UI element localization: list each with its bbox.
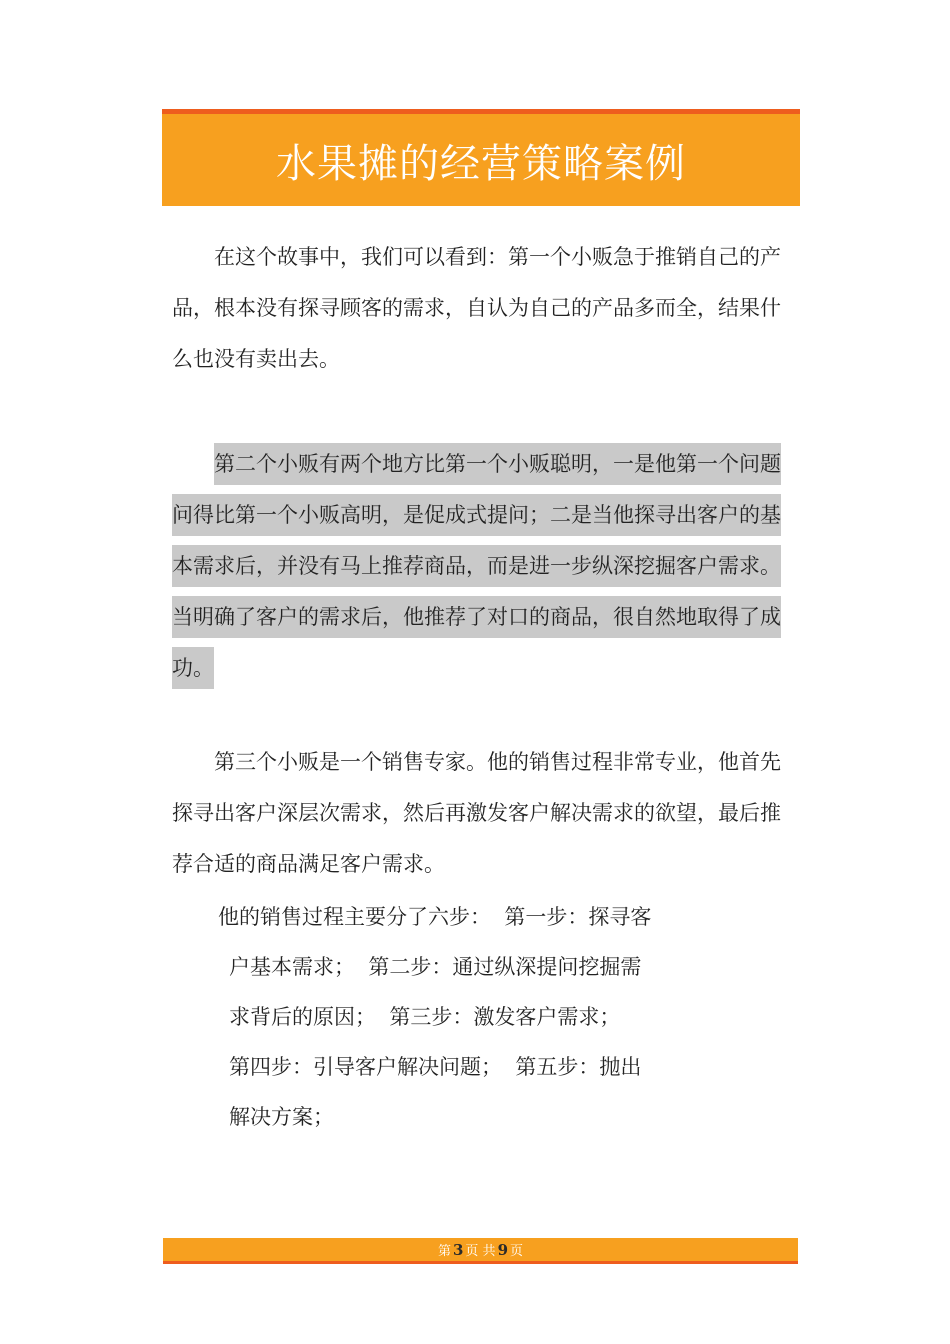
- paragraph-3: 第三个小贩是一个销售专家。他的销售过程非常专业，他首先探寻出客户深层次需求，然后再激发客户解决需求的欲望，最后推荐合适的商品满足客户需求。: [172, 750, 781, 876]
- steps-line: 解决方案；: [229, 1105, 334, 1129]
- total-pages-number: 9: [497, 1240, 508, 1259]
- title-banner: [162, 109, 800, 206]
- steps-line: 求背后的原因； 第三步：激发客户需求；: [229, 1005, 621, 1029]
- steps-line: 户基本需求； 第二步：通过纵深提问挖掘需: [229, 955, 642, 979]
- highlighted-text: 第二个小贩有两个地方比第一个小贩聪明，一是他第一个问题问得比第一个小贩高明，是促成式提问；二是当他探寻出客户的基本需求后，并没有马上推荐商品，而是进一步纵深挖掘客户需求。当明确了客户的需求后，他推荐了对口的商品，很自然地取得了成功。: [172, 443, 781, 689]
- document-title: 水果摊的经营策略案例: [276, 140, 686, 187]
- footer-prefix: 第: [437, 1244, 451, 1259]
- paragraph-2-highlighted: [172, 439, 792, 694]
- steps-line: 第四步：引导客户解决问题； 第五步：抛出: [229, 1055, 642, 1079]
- paragraph-1: 在这个故事中，我们可以看到：第一个小贩急于推销自己的产品，根本没有探寻顾客的需求，自认为自己的产品多而全，结果什么也没有卖出去。: [172, 245, 781, 371]
- steps-list: [218, 892, 688, 1142]
- footer-middle: 页 共: [465, 1244, 496, 1259]
- footer-suffix: 页: [510, 1244, 524, 1259]
- steps-line: 他的销售过程主要分了六步： 第一步：探寻客: [218, 905, 652, 929]
- current-page-number: 3: [452, 1240, 464, 1259]
- page-footer: [163, 1238, 798, 1264]
